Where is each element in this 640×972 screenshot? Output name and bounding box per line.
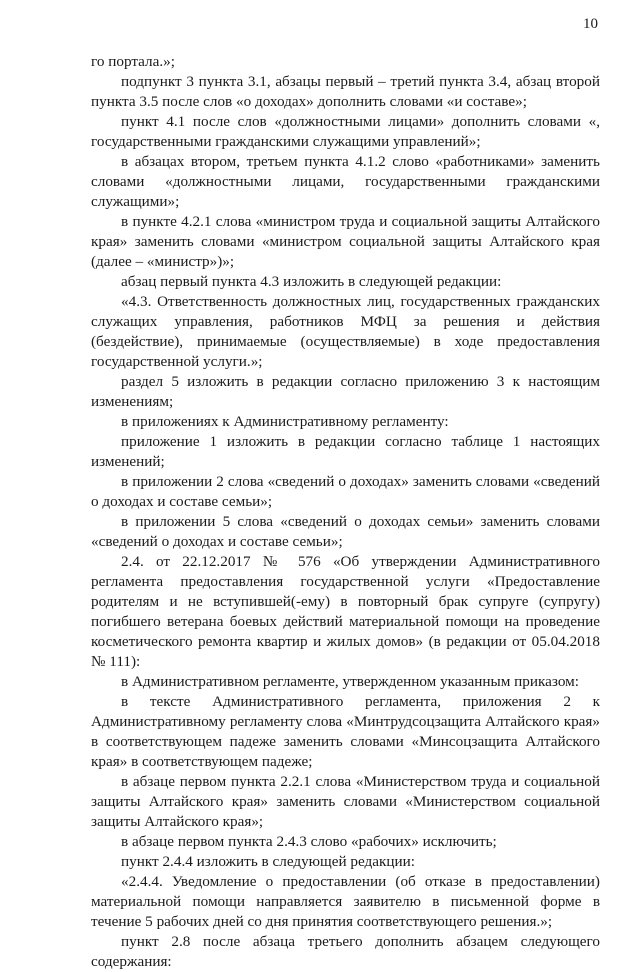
paragraph: в абзаце первом пункта 2.4.3 слово «рабочих» исключить; (121, 833, 497, 850)
paragraph: «4.3. Ответственность должностных лиц, государственных гражданских служащих управления, работников МФЦ за решения и действия (бездействие), принимаемые (осуществляемые) в ходе предоставления государственной услуги.»; (91, 293, 600, 370)
paragraph: 2.4. от 22.12.2017 № 576 «Об утверждении Административного регламента предоставления государственной услуги «Предоставление родителям и не вступившей(-ему) в повторный брак супруге (супругу) погибшего ветерана боевых действий материальной помощи на проведение косметического ремонта квартир и жилых домов» (в редакции от 05.04.2018 № 111): (91, 553, 600, 670)
paragraph: абзац первый пункта 4.3 изложить в следующей редакции: (121, 273, 502, 290)
document-body (91, 52, 600, 972)
paragraph: пункт 4.1 после слов «должностными лицами» дополнить словами «, государственными гражданскими служащими управлений»; (91, 113, 600, 150)
paragraph: приложение 1 изложить в редакции согласно таблице 1 настоящих изменений; (91, 433, 600, 470)
paragraph: пункт 2.4.4 изложить в следующей редакции: (121, 853, 415, 870)
paragraph: «2.4.4. Уведомление о предоставлении (об отказе в предоставлении) материальной помощи направляется заявителю в письменной форме в течение 5 рабочих дней со дня принятия соответствующего решения.»; (91, 873, 600, 930)
paragraph: в пункте 4.2.1 слова «министром труда и социальной защиты Алтайского края» заменить словами «министром социальной защиты Алтайского края (далее – «министр»)»; (91, 213, 600, 270)
paragraph: в тексте Административного регламента, приложения 2 к Административному регламенту слова «Минтрудсоцзащита Алтайского края» в соответствующем падеже заменить словами «Минсоцзащита Алтайского края» в соответствующем падеже; (91, 693, 600, 770)
paragraph: го портала.»; (91, 53, 175, 70)
paragraph: подпункт 3 пункта 3.1, абзацы первый – третий пункта 3.4, абзац второй пункта 3.5 после слов «о доходах» дополнить словами «и составе»; (91, 73, 600, 110)
paragraph: в приложениях к Административному регламенту: (121, 413, 449, 430)
paragraph: раздел 5 изложить в редакции согласно приложению 3 к настоящим изменениям; (91, 373, 600, 410)
paragraph: в абзацах втором, третьем пункта 4.1.2 слово «работниками» заменить словами «должностными лицами, государственными гражданскими служащими»; (91, 153, 600, 210)
paragraph: в приложении 5 слова «сведений о доходах семьи» заменить словами «сведений о доходах и составе семьи»; (91, 513, 600, 550)
paragraph: пункт 2.8 после абзаца третьего дополнить абзацем следующего содержания: (91, 933, 600, 970)
paragraph: в абзаце первом пункта 2.2.1 слова «Министерством труда и социальной защиты Алтайского края» заменить словами «Министерством социальной защиты Алтайского края»; (91, 773, 600, 830)
paragraph: в Административном регламенте, утвержденном указанным приказом: (121, 673, 579, 690)
page-number: 10 (583, 16, 598, 32)
paragraph: в приложении 2 слова «сведений о доходах» заменить словами «сведений о доходах и составе семьи»; (91, 473, 600, 510)
